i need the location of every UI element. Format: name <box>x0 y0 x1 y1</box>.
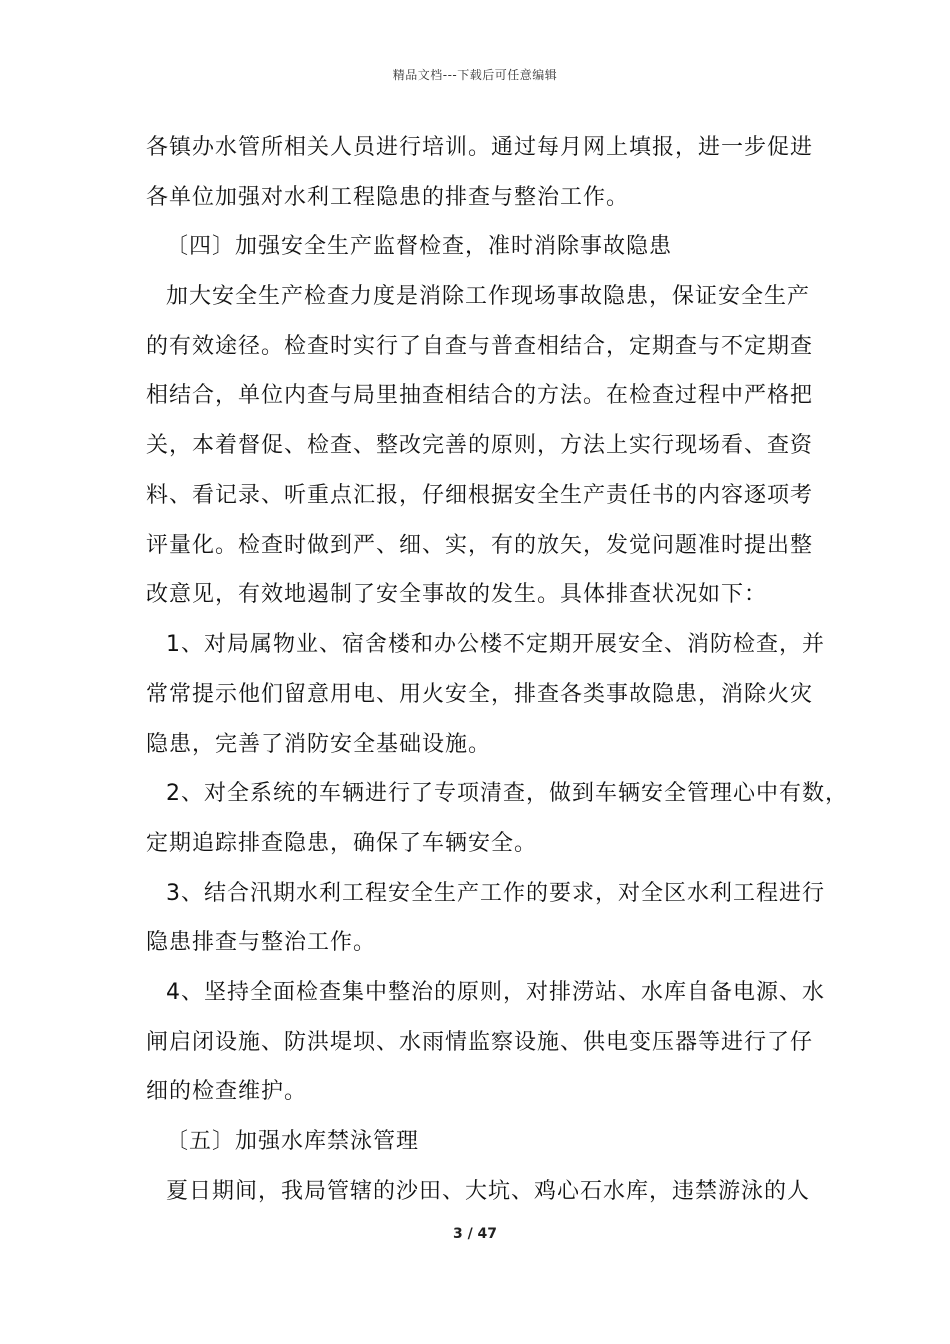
text-line: 的有效途径。检查时实行了自查与普查相结合，定期查与不定期查 <box>146 334 814 359</box>
text-line: 各单位加强对水利工程隐患的排查与整治工作。 <box>146 185 630 210</box>
text-line: 定期追踪排查隐患，确保了车辆安全。 <box>146 831 538 856</box>
text-line: 相结合，单位内查与局里抽查相结合的方法。在检查过程中严格把 <box>146 383 814 408</box>
section-heading: 〔四〕加强安全生产监督检查，准时消除事故隐患 <box>166 234 673 259</box>
text-line: 各镇办水管所相关人员进行培训。通过每月网上填报，进一步促进 <box>146 135 814 160</box>
text-line: 评量化。检查时做到严、细、实，有的放矢，发觉问题准时提出整 <box>146 533 814 558</box>
list-item-line: 3、结合汛期水利工程安全生产工作的要求，对全区水利工程进行 <box>166 881 825 906</box>
text-line: 夏日期间，我局管辖的沙田、大坑、鸡心石水库，违禁游泳的人 <box>166 1179 811 1204</box>
text-line: 常常提示他们留意用电、用火安全，排查各类事故隐患，消除火灾 <box>146 682 814 707</box>
page-header: 精品文档---下载后可任意编辑 <box>392 68 558 82</box>
text-line: 细的检查维护。 <box>146 1079 308 1104</box>
text-line: 关，本着督促、检查、整改完善的原则，方法上实行现场看、查资 <box>146 433 814 458</box>
text-line: 隐患排查与整治工作。 <box>146 930 377 955</box>
list-item-line: 1、对局属物业、宿舍楼和办公楼不定期开展安全、消防检查，并 <box>166 632 825 657</box>
text-line: 料、看记录、听重点汇报，仔细根据安全生产责任书的内容逐项考 <box>146 483 814 508</box>
text-line: 闸启闭设施、防洪堤坝、水雨情监察设施、供电变压器等进行了仔 <box>146 1030 814 1055</box>
page-number: 3 / 47 <box>452 1226 498 1242</box>
list-item-line: 4、坚持全面检查集中整治的原则，对排涝站、水库自备电源、水 <box>166 980 825 1005</box>
list-item-line: 2、对全系统的车辆进行了专项清查，做到车辆安全管理心中有数， <box>166 781 848 806</box>
text-line: 加大安全生产检查力度是消除工作现场事故隐患，保证安全生产 <box>166 284 811 309</box>
section-heading: 〔五〕加强水库禁泳管理 <box>166 1129 420 1154</box>
text-line: 隐患，完善了消防安全基础设施。 <box>146 732 492 757</box>
text-line: 改意见，有效地遏制了安全事故的发生。具体排查状况如下： <box>146 582 768 607</box>
